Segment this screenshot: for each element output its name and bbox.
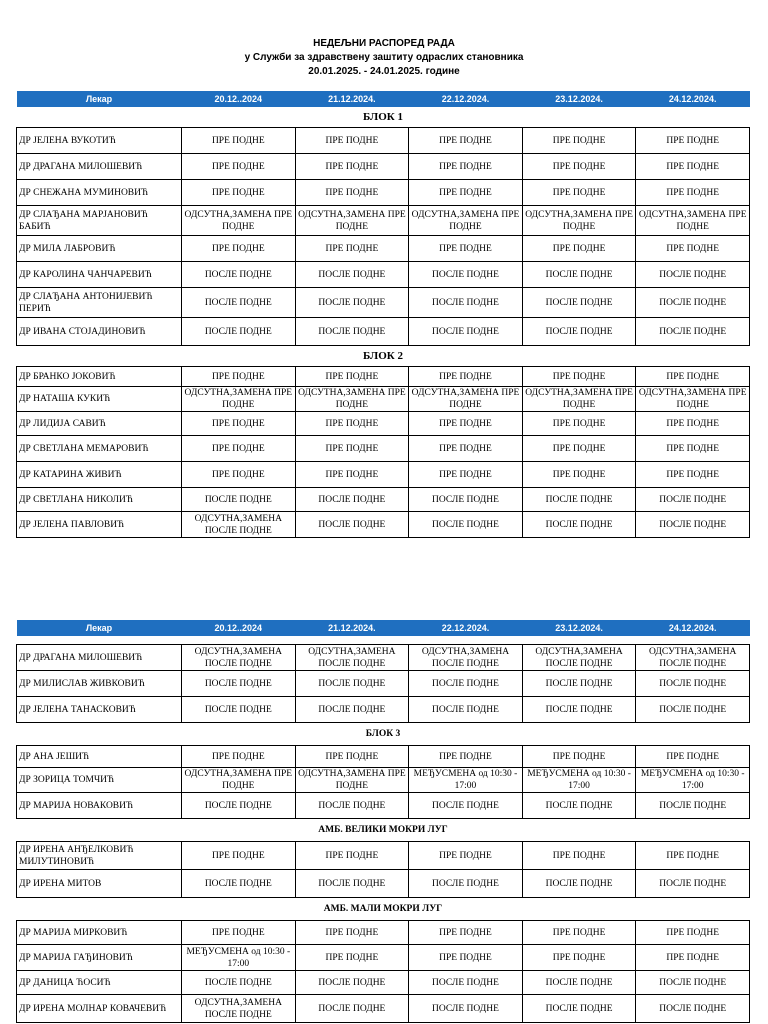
- shift-cell: ОДСУТНА,ЗАМЕНА ПОСЛЕ ПОДНЕ: [182, 645, 296, 671]
- shift-cell: ПОСЛЕ ПОДНЕ: [295, 288, 409, 318]
- shift-cell: ПОСЛЕ ПОДНЕ: [182, 697, 296, 723]
- shift-cell: ПРЕ ПОДНЕ: [636, 128, 750, 154]
- shift-cell: ПОСЛЕ ПОДНЕ: [182, 262, 296, 288]
- doctor-name: ДР НАТАША КУКИЋ: [17, 387, 182, 412]
- section-title: БЛОК 3: [365, 729, 401, 739]
- doctor-name: ДР ИРЕНА МОЛНАР КОВАЧЕВИЋ: [17, 995, 182, 1023]
- shift-cell: ОДСУТНА,ЗАМЕНА ПОСЛЕ ПОДНЕ: [182, 995, 296, 1023]
- shift-cell: ОДСУТНА,ЗАМЕНА ПРЕ ПОДНЕ: [182, 768, 296, 793]
- shift-cell: ПРЕ ПОДНЕ: [295, 236, 409, 262]
- header-cell: 23.12.2024.: [522, 91, 636, 107]
- section-title-row: [17, 898, 750, 921]
- shift-cell: ПОСЛЕ ПОДНЕ: [409, 697, 523, 723]
- shift-cell: ПРЕ ПОДНЕ: [522, 945, 636, 971]
- shift-cell: МЕЂУСМЕНА од 10:30 - 17:00: [522, 768, 636, 793]
- doctor-name: ДР МАРИЈА НОВАКОВИЋ: [17, 793, 182, 819]
- table-row: [17, 206, 750, 236]
- shift-cell: ПОСЛЕ ПОДНЕ: [409, 671, 523, 697]
- doctor-name: ДР ЛИДИЈА САВИЋ: [17, 412, 182, 436]
- shift-cell: ОДСУТНА,ЗАМЕНА ПОСЛЕ ПОДНЕ: [522, 645, 636, 671]
- doctor-name: ДР СВЕТЛАНА МЕМАРОВИЋ: [17, 436, 182, 462]
- shift-cell: ПРЕ ПОДНЕ: [182, 921, 296, 945]
- shift-cell: ПРЕ ПОДНЕ: [182, 128, 296, 154]
- shift-cell: ПОСЛЕ ПОДНЕ: [295, 671, 409, 697]
- shift-cell: ПОСЛЕ ПОДНЕ: [182, 488, 296, 512]
- table-row: [17, 793, 750, 819]
- title-line-3: 20.01.2025. - 24.01.2025. године: [308, 66, 460, 77]
- shift-cell: ПОСЛЕ ПОДНЕ: [295, 318, 409, 346]
- shift-cell: ПОСЛЕ ПОДНЕ: [182, 318, 296, 346]
- shift-cell: ПРЕ ПОДНЕ: [182, 436, 296, 462]
- section-title-row: [17, 636, 750, 645]
- shift-cell: ПОСЛЕ ПОДНЕ: [182, 671, 296, 697]
- shift-cell: ПРЕ ПОДНЕ: [409, 921, 523, 945]
- table-row: [17, 488, 750, 512]
- shift-cell: ПРЕ ПОДНЕ: [522, 236, 636, 262]
- shift-cell: ОДСУТНА,ЗАМЕНА ПРЕ ПОДНЕ: [636, 387, 750, 412]
- table-header-row: [17, 91, 750, 107]
- doctor-name: ДР КАТАРИНА ЖИВИЋ: [17, 462, 182, 488]
- shift-cell: ПРЕ ПОДНЕ: [409, 180, 523, 206]
- shift-cell: ПОСЛЕ ПОДНЕ: [522, 671, 636, 697]
- header-cell: 22.12.2024.: [409, 91, 523, 107]
- table-row: [17, 842, 750, 870]
- schedule-table-2: [16, 620, 750, 1023]
- header-cell: 20.12..2024: [182, 620, 296, 636]
- shift-cell: ПРЕ ПОДНЕ: [409, 154, 523, 180]
- table-row: [17, 971, 750, 995]
- table-row: [17, 236, 750, 262]
- header-cell: 20.12..2024: [182, 91, 296, 107]
- shift-cell: ПОСЛЕ ПОДНЕ: [295, 512, 409, 538]
- shift-cell: ПОСЛЕ ПОДНЕ: [295, 971, 409, 995]
- shift-cell: ПРЕ ПОДНЕ: [522, 921, 636, 945]
- section-title-row: [17, 819, 750, 842]
- header-cell: 24.12.2024.: [636, 620, 750, 636]
- shift-cell: ПОСЛЕ ПОДНЕ: [636, 488, 750, 512]
- shift-cell: ПОСЛЕ ПОДНЕ: [636, 793, 750, 819]
- table-row: [17, 436, 750, 462]
- shift-cell: ПОСЛЕ ПОДНЕ: [409, 488, 523, 512]
- shift-cell: ПРЕ ПОДНЕ: [409, 746, 523, 768]
- doctor-name: ДР СЛАЂАНА МАРЈАНОВИЋ БАБИЋ: [17, 206, 182, 236]
- shift-cell: ПРЕ ПОДНЕ: [636, 436, 750, 462]
- shift-cell: МЕЂУСМЕНА од 10:30 - 17:00: [636, 768, 750, 793]
- shift-cell: ПРЕ ПОДНЕ: [636, 236, 750, 262]
- shift-cell: ОДСУТНА,ЗАМЕНА ПРЕ ПОДНЕ: [522, 206, 636, 236]
- shift-cell: ПРЕ ПОДНЕ: [295, 412, 409, 436]
- shift-cell: ПРЕ ПОДНЕ: [182, 842, 296, 870]
- table-row: [17, 645, 750, 671]
- section-title-row: [17, 346, 750, 367]
- shift-cell: ПОСЛЕ ПОДНЕ: [636, 318, 750, 346]
- table-row: [17, 387, 750, 412]
- table-row: [17, 180, 750, 206]
- shift-cell: ПРЕ ПОДНЕ: [409, 945, 523, 971]
- shift-cell: ПОСЛЕ ПОДНЕ: [409, 995, 523, 1023]
- shift-cell: ПРЕ ПОДНЕ: [522, 180, 636, 206]
- doctor-name: ДР ИВАНА СТОЈАДИНОВИЋ: [17, 318, 182, 346]
- shift-cell: ПОСЛЕ ПОДНЕ: [182, 971, 296, 995]
- shift-cell: ПРЕ ПОДНЕ: [182, 180, 296, 206]
- shift-cell: ПОСЛЕ ПОДНЕ: [295, 697, 409, 723]
- shift-cell: ПОСЛЕ ПОДНЕ: [409, 318, 523, 346]
- shift-cell: ПОСЛЕ ПОДНЕ: [636, 697, 750, 723]
- shift-cell: ОДСУТНА,ЗАМЕНА ПОСЛЕ ПОДНЕ: [182, 512, 296, 538]
- shift-cell: ПОСЛЕ ПОДНЕ: [636, 512, 750, 538]
- shift-cell: ПРЕ ПОДНЕ: [295, 842, 409, 870]
- table-row: [17, 768, 750, 793]
- header-cell: 21.12.2024.: [295, 91, 409, 107]
- shift-cell: ПОСЛЕ ПОДНЕ: [636, 288, 750, 318]
- shift-cell: ПОСЛЕ ПОДНЕ: [409, 288, 523, 318]
- table-header-row: [17, 620, 750, 636]
- shift-cell: ПОСЛЕ ПОДНЕ: [522, 488, 636, 512]
- shift-cell: ПРЕ ПОДНЕ: [295, 128, 409, 154]
- shift-cell: ПРЕ ПОДНЕ: [522, 412, 636, 436]
- doctor-name: ДР ДАНИЦА ЋОСИЋ: [17, 971, 182, 995]
- section-title: АМБ. ВЕЛИКИ МОКРИ ЛУГ: [318, 825, 448, 835]
- table-row: [17, 288, 750, 318]
- doctor-name: ДР КАРОЛИНА ЧАНЧАРЕВИЋ: [17, 262, 182, 288]
- shift-cell: ПОСЛЕ ПОДНЕ: [636, 671, 750, 697]
- table-row: [17, 746, 750, 768]
- shift-cell: ПОСЛЕ ПОДНЕ: [295, 488, 409, 512]
- shift-cell: ПРЕ ПОДНЕ: [636, 921, 750, 945]
- shift-cell: ПОСЛЕ ПОДНЕ: [182, 870, 296, 898]
- shift-cell: ПОСЛЕ ПОДНЕ: [522, 318, 636, 346]
- shift-cell: ПРЕ ПОДНЕ: [295, 180, 409, 206]
- shift-cell: ПРЕ ПОДНЕ: [182, 746, 296, 768]
- shift-cell: ОДСУТНА,ЗАМЕНА ПРЕ ПОДНЕ: [182, 206, 296, 236]
- section-title: АМБ. МАЛИ МОКРИ ЛУГ: [323, 904, 443, 914]
- doctor-name: ДР АНА ЈЕШИЋ: [17, 746, 182, 768]
- doctor-name: ДР СНЕЖАНА МУМИНОВИЋ: [17, 180, 182, 206]
- shift-cell: ПРЕ ПОДНЕ: [409, 436, 523, 462]
- table-row: [17, 128, 750, 154]
- doctor-name: ДР ДРАГАНА МИЛОШЕВИЋ: [17, 645, 182, 671]
- shift-cell: ОДСУТНА,ЗАМЕНА ПРЕ ПОДНЕ: [295, 387, 409, 412]
- doctor-name: ДР БРАНКО ЈОКОВИЋ: [17, 367, 182, 387]
- doctor-name: ДР СВЕТЛАНА НИКОЛИЋ: [17, 488, 182, 512]
- shift-cell: ПРЕ ПОДНЕ: [636, 367, 750, 387]
- table-row: [17, 318, 750, 346]
- table-row: [17, 512, 750, 538]
- shift-cell: ПРЕ ПОДНЕ: [295, 154, 409, 180]
- shift-cell: ПОСЛЕ ПОДНЕ: [295, 995, 409, 1023]
- shift-cell: ОДСУТНА,ЗАМЕНА ПРЕ ПОДНЕ: [182, 387, 296, 412]
- shift-cell: ПОСЛЕ ПОДНЕ: [409, 512, 523, 538]
- shift-cell: ПОСЛЕ ПОДНЕ: [182, 793, 296, 819]
- table-row: [17, 995, 750, 1023]
- shift-cell: ПРЕ ПОДНЕ: [522, 154, 636, 180]
- shift-cell: ПРЕ ПОДНЕ: [295, 921, 409, 945]
- shift-cell: ОДСУТНА,ЗАМЕНА ПОСЛЕ ПОДНЕ: [636, 645, 750, 671]
- shift-cell: ПРЕ ПОДНЕ: [295, 746, 409, 768]
- shift-cell: ПОСЛЕ ПОДНЕ: [522, 288, 636, 318]
- shift-cell: ПОСЛЕ ПОДНЕ: [295, 262, 409, 288]
- doctor-name: ДР ИРЕНА АНЂЕЛКОВИЋ МИЛУТИНОВИЋ: [17, 842, 182, 870]
- doctor-name: ДР МИЛА ЛАБРОВИЋ: [17, 236, 182, 262]
- shift-cell: ПРЕ ПОДНЕ: [295, 945, 409, 971]
- doctor-name: ДР ЗОРИЦА ТОМЧИЋ: [17, 768, 182, 793]
- shift-cell: ПРЕ ПОДНЕ: [636, 180, 750, 206]
- header-cell: 24.12.2024.: [636, 91, 750, 107]
- shift-cell: МЕЂУСМЕНА од 10:30 - 17:00: [182, 945, 296, 971]
- doctor-name: ДР ЈЕЛЕНА ВУКОТИЋ: [17, 128, 182, 154]
- shift-cell: ПОСЛЕ ПОДНЕ: [409, 793, 523, 819]
- table-row: [17, 412, 750, 436]
- section-title-row: [17, 107, 750, 128]
- doctor-name: ДР СЛАЂАНА АНТОНИЈЕВИЋ ПЕРИЋ: [17, 288, 182, 318]
- header-cell: 21.12.2024.: [295, 620, 409, 636]
- shift-cell: ПРЕ ПОДНЕ: [409, 412, 523, 436]
- header-cell: 22.12.2024.: [409, 620, 523, 636]
- schedule-table-1: [16, 91, 750, 538]
- shift-cell: ОДСУТНА,ЗАМЕНА ПОСЛЕ ПОДНЕ: [295, 645, 409, 671]
- shift-cell: ПРЕ ПОДНЕ: [295, 367, 409, 387]
- shift-cell: ПРЕ ПОДНЕ: [295, 436, 409, 462]
- title-line-1: НЕДЕЉНИ РАСПОРЕД РАДА: [313, 38, 455, 49]
- shift-cell: ПОСЛЕ ПОДНЕ: [522, 793, 636, 819]
- shift-cell: ПРЕ ПОДНЕ: [409, 128, 523, 154]
- shift-cell: МЕЂУСМЕНА од 10:30 - 17:00: [409, 768, 523, 793]
- doctor-name: ДР ЈЕЛЕНА ТАНАСКОВИЋ: [17, 697, 182, 723]
- shift-cell: ПОСЛЕ ПОДНЕ: [409, 870, 523, 898]
- title-line-2: у Служби за здравствену заштиту одраслих становника: [244, 52, 524, 63]
- shift-cell: ПОСЛЕ ПОДНЕ: [636, 971, 750, 995]
- shift-cell: ПРЕ ПОДНЕ: [636, 746, 750, 768]
- shift-cell: ПРЕ ПОДНЕ: [182, 367, 296, 387]
- shift-cell: ПРЕ ПОДНЕ: [409, 462, 523, 488]
- doctor-name: ДР ИРЕНА МИТОВ: [17, 870, 182, 898]
- shift-cell: ПРЕ ПОДНЕ: [182, 462, 296, 488]
- doctor-name: ДР ЈЕЛЕНА ПАВЛОВИЋ: [17, 512, 182, 538]
- shift-cell: ПРЕ ПОДНЕ: [409, 842, 523, 870]
- table-row: [17, 921, 750, 945]
- table-row: [17, 945, 750, 971]
- shift-cell: ПОСЛЕ ПОДНЕ: [522, 870, 636, 898]
- shift-cell: ПОСЛЕ ПОДНЕ: [182, 288, 296, 318]
- shift-cell: ПРЕ ПОДНЕ: [182, 236, 296, 262]
- shift-cell: ОДСУТНА,ЗАМЕНА ПРЕ ПОДНЕ: [522, 387, 636, 412]
- shift-cell: ПОСЛЕ ПОДНЕ: [409, 971, 523, 995]
- shift-cell: ОДСУТНА,ЗАМЕНА ПРЕ ПОДНЕ: [636, 206, 750, 236]
- shift-cell: ПРЕ ПОДНЕ: [522, 746, 636, 768]
- shift-cell: ПРЕ ПОДНЕ: [295, 462, 409, 488]
- shift-cell: ПОСЛЕ ПОДНЕ: [522, 512, 636, 538]
- shift-cell: ОДСУТНА,ЗАМЕНА ПРЕ ПОДНЕ: [295, 206, 409, 236]
- shift-cell: ПОСЛЕ ПОДНЕ: [636, 262, 750, 288]
- shift-cell: ПРЕ ПОДНЕ: [636, 154, 750, 180]
- table-row: [17, 262, 750, 288]
- doctor-name: ДР МАРИЈА МИРКОВИЋ: [17, 921, 182, 945]
- shift-cell: ПРЕ ПОДНЕ: [522, 436, 636, 462]
- doctor-name: ДР ДРАГАНА МИЛОШЕВИЋ: [17, 154, 182, 180]
- header-cell: 23.12.2024.: [522, 620, 636, 636]
- shift-cell: ОДСУТНА,ЗАМЕНА ПРЕ ПОДНЕ: [409, 387, 523, 412]
- shift-cell: ПОСЛЕ ПОДНЕ: [522, 262, 636, 288]
- shift-cell: ПОСЛЕ ПОДНЕ: [409, 262, 523, 288]
- table-row: [17, 462, 750, 488]
- doctor-name: ДР МИЛИСЛАВ ЖИВКОВИЋ: [17, 671, 182, 697]
- shift-cell: ПРЕ ПОДНЕ: [182, 154, 296, 180]
- table-row: [17, 367, 750, 387]
- shift-cell: ПОСЛЕ ПОДНЕ: [522, 697, 636, 723]
- section-title-row: [17, 723, 750, 746]
- shift-cell: ПОСЛЕ ПОДНЕ: [636, 870, 750, 898]
- shift-cell: ПРЕ ПОДНЕ: [522, 842, 636, 870]
- shift-cell: ОДСУТНА,ЗАМЕНА ПОСЛЕ ПОДНЕ: [409, 645, 523, 671]
- section-title: БЛОК 1: [363, 111, 403, 123]
- shift-cell: ПОСЛЕ ПОДНЕ: [295, 870, 409, 898]
- shift-cell: ПРЕ ПОДНЕ: [636, 412, 750, 436]
- shift-cell: ПРЕ ПОДНЕ: [636, 462, 750, 488]
- table-row: [17, 671, 750, 697]
- shift-cell: ПОСЛЕ ПОДНЕ: [295, 793, 409, 819]
- shift-cell: ПОСЛЕ ПОДНЕ: [636, 995, 750, 1023]
- shift-cell: ПРЕ ПОДНЕ: [522, 367, 636, 387]
- shift-cell: ПОСЛЕ ПОДНЕ: [522, 971, 636, 995]
- table-row: [17, 697, 750, 723]
- table-row: [17, 870, 750, 898]
- shift-cell: ПРЕ ПОДНЕ: [182, 412, 296, 436]
- shift-cell: ПРЕ ПОДНЕ: [522, 128, 636, 154]
- header-cell: Лекар: [17, 91, 182, 107]
- section-title: [17, 636, 750, 645]
- shift-cell: ПРЕ ПОДНЕ: [409, 367, 523, 387]
- shift-cell: ПРЕ ПОДНЕ: [636, 842, 750, 870]
- table-row: [17, 154, 750, 180]
- shift-cell: ПРЕ ПОДНЕ: [522, 462, 636, 488]
- shift-cell: ПРЕ ПОДНЕ: [409, 236, 523, 262]
- shift-cell: ПОСЛЕ ПОДНЕ: [522, 995, 636, 1023]
- shift-cell: ОДСУТНА,ЗАМЕНА ПРЕ ПОДНЕ: [409, 206, 523, 236]
- shift-cell: ОДСУТНА,ЗАМЕНА ПРЕ ПОДНЕ: [295, 768, 409, 793]
- doctor-name: ДР МАРИЈА ГАЂИНОВИЋ: [17, 945, 182, 971]
- section-title: БЛОК 2: [363, 350, 403, 362]
- shift-cell: ПРЕ ПОДНЕ: [636, 945, 750, 971]
- header-cell: Лекар: [17, 620, 182, 636]
